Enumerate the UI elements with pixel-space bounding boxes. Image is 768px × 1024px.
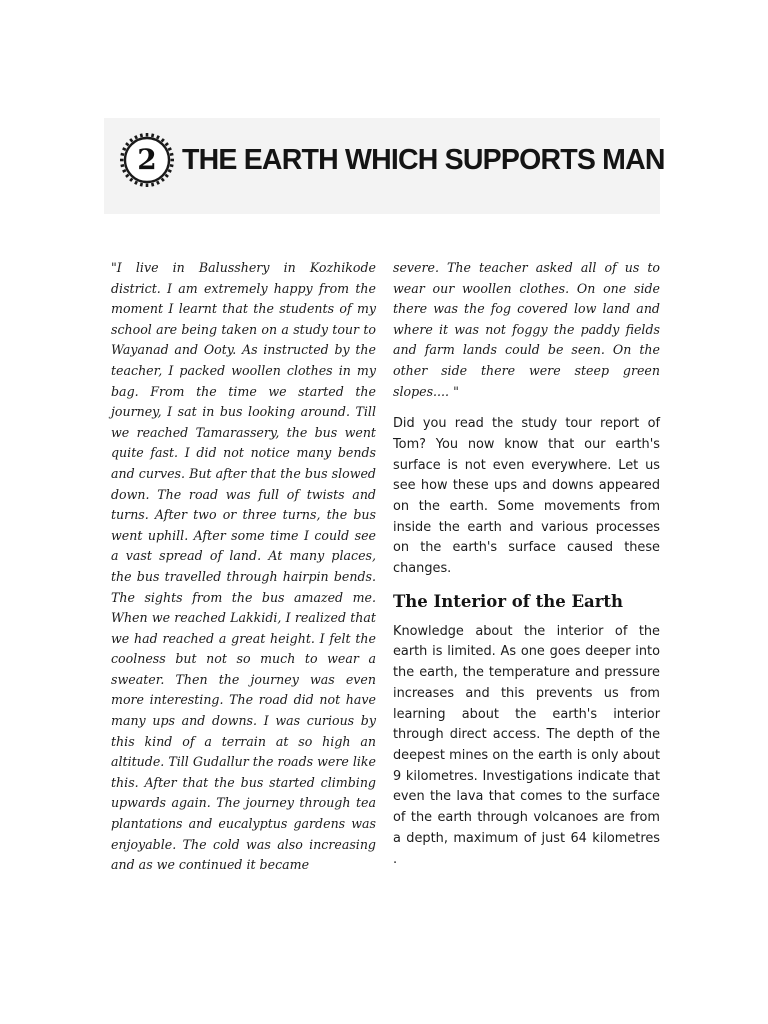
right-column: [393, 258, 660, 870]
section-heading: The Interior of the Earth: [393, 591, 624, 611]
quote-continuation: severe. The teacher asked all of us to wear our woollen clothes. On one side there was the fog covered low land and where it was not foggy the paddy fields and farm lands could be seen. On the other side there were steep green slopes.... ": [393, 260, 660, 399]
gear-circle-icon: [119, 132, 175, 188]
chapter-title: THE EARTH WHICH SUPPORTS MAN: [182, 144, 665, 176]
interior-paragraph: Knowledge about the interior of the earth is limited. As one goes deeper into the earth, the temperature and pressure increases and this prevents us from learning about the earth's interior through direct access. The depth of the deepest mines on the earth is only about 9 kilometres. Investigations indicate that even the lava that comes to the surface of the earth through volcanoes are from a depth, maximum of just 64 kilometres .: [393, 623, 660, 867]
quote-left-column: "I live in Balusshery in Kozhikode district. I am extremely happy from the moment I learnt that the students of my school are being taken on a study tour to Wayanad and Ooty. As instructed by the teacher, I packed woollen clothes in my bag. From the time we started the journey, I sat in bus looking around. Till we reached Tamarassery, the bus went quite fast. I did not notice many bends and curves. But after that the bus slowed down. The road was full of twists and turns. After two or three turns, the bus went uphill. After some time I could see a vast spread of land. At many places, the bus travelled through hairpin bends. The sights from the bus amazed me. When we reached Lakkidi, I realized that we had reached a great height. I felt the coolness but not so much to wear a sweater. Then the journey was even more interesting. The road did not have many ups and downs. I was curious by this kind of a terrain at so high an altitude. Till Gudallur the roads were like this. After that the bus started climbing upwards again. The journey through tea plantations and eucalyptus gardens was enjoyable. The cold was also increasing and as we continued it became: [111, 260, 376, 873]
report-paragraph: Did you read the study tour report of Tom? You now know that our earth's surface is not even everywhere. Let us see how these ups and downs appeared on the earth. Some movements from inside the earth and various processes on the earth's surface caused these changes.: [393, 416, 660, 577]
chapter-number: 2: [137, 143, 157, 176]
chapter-banner: [104, 118, 665, 214]
